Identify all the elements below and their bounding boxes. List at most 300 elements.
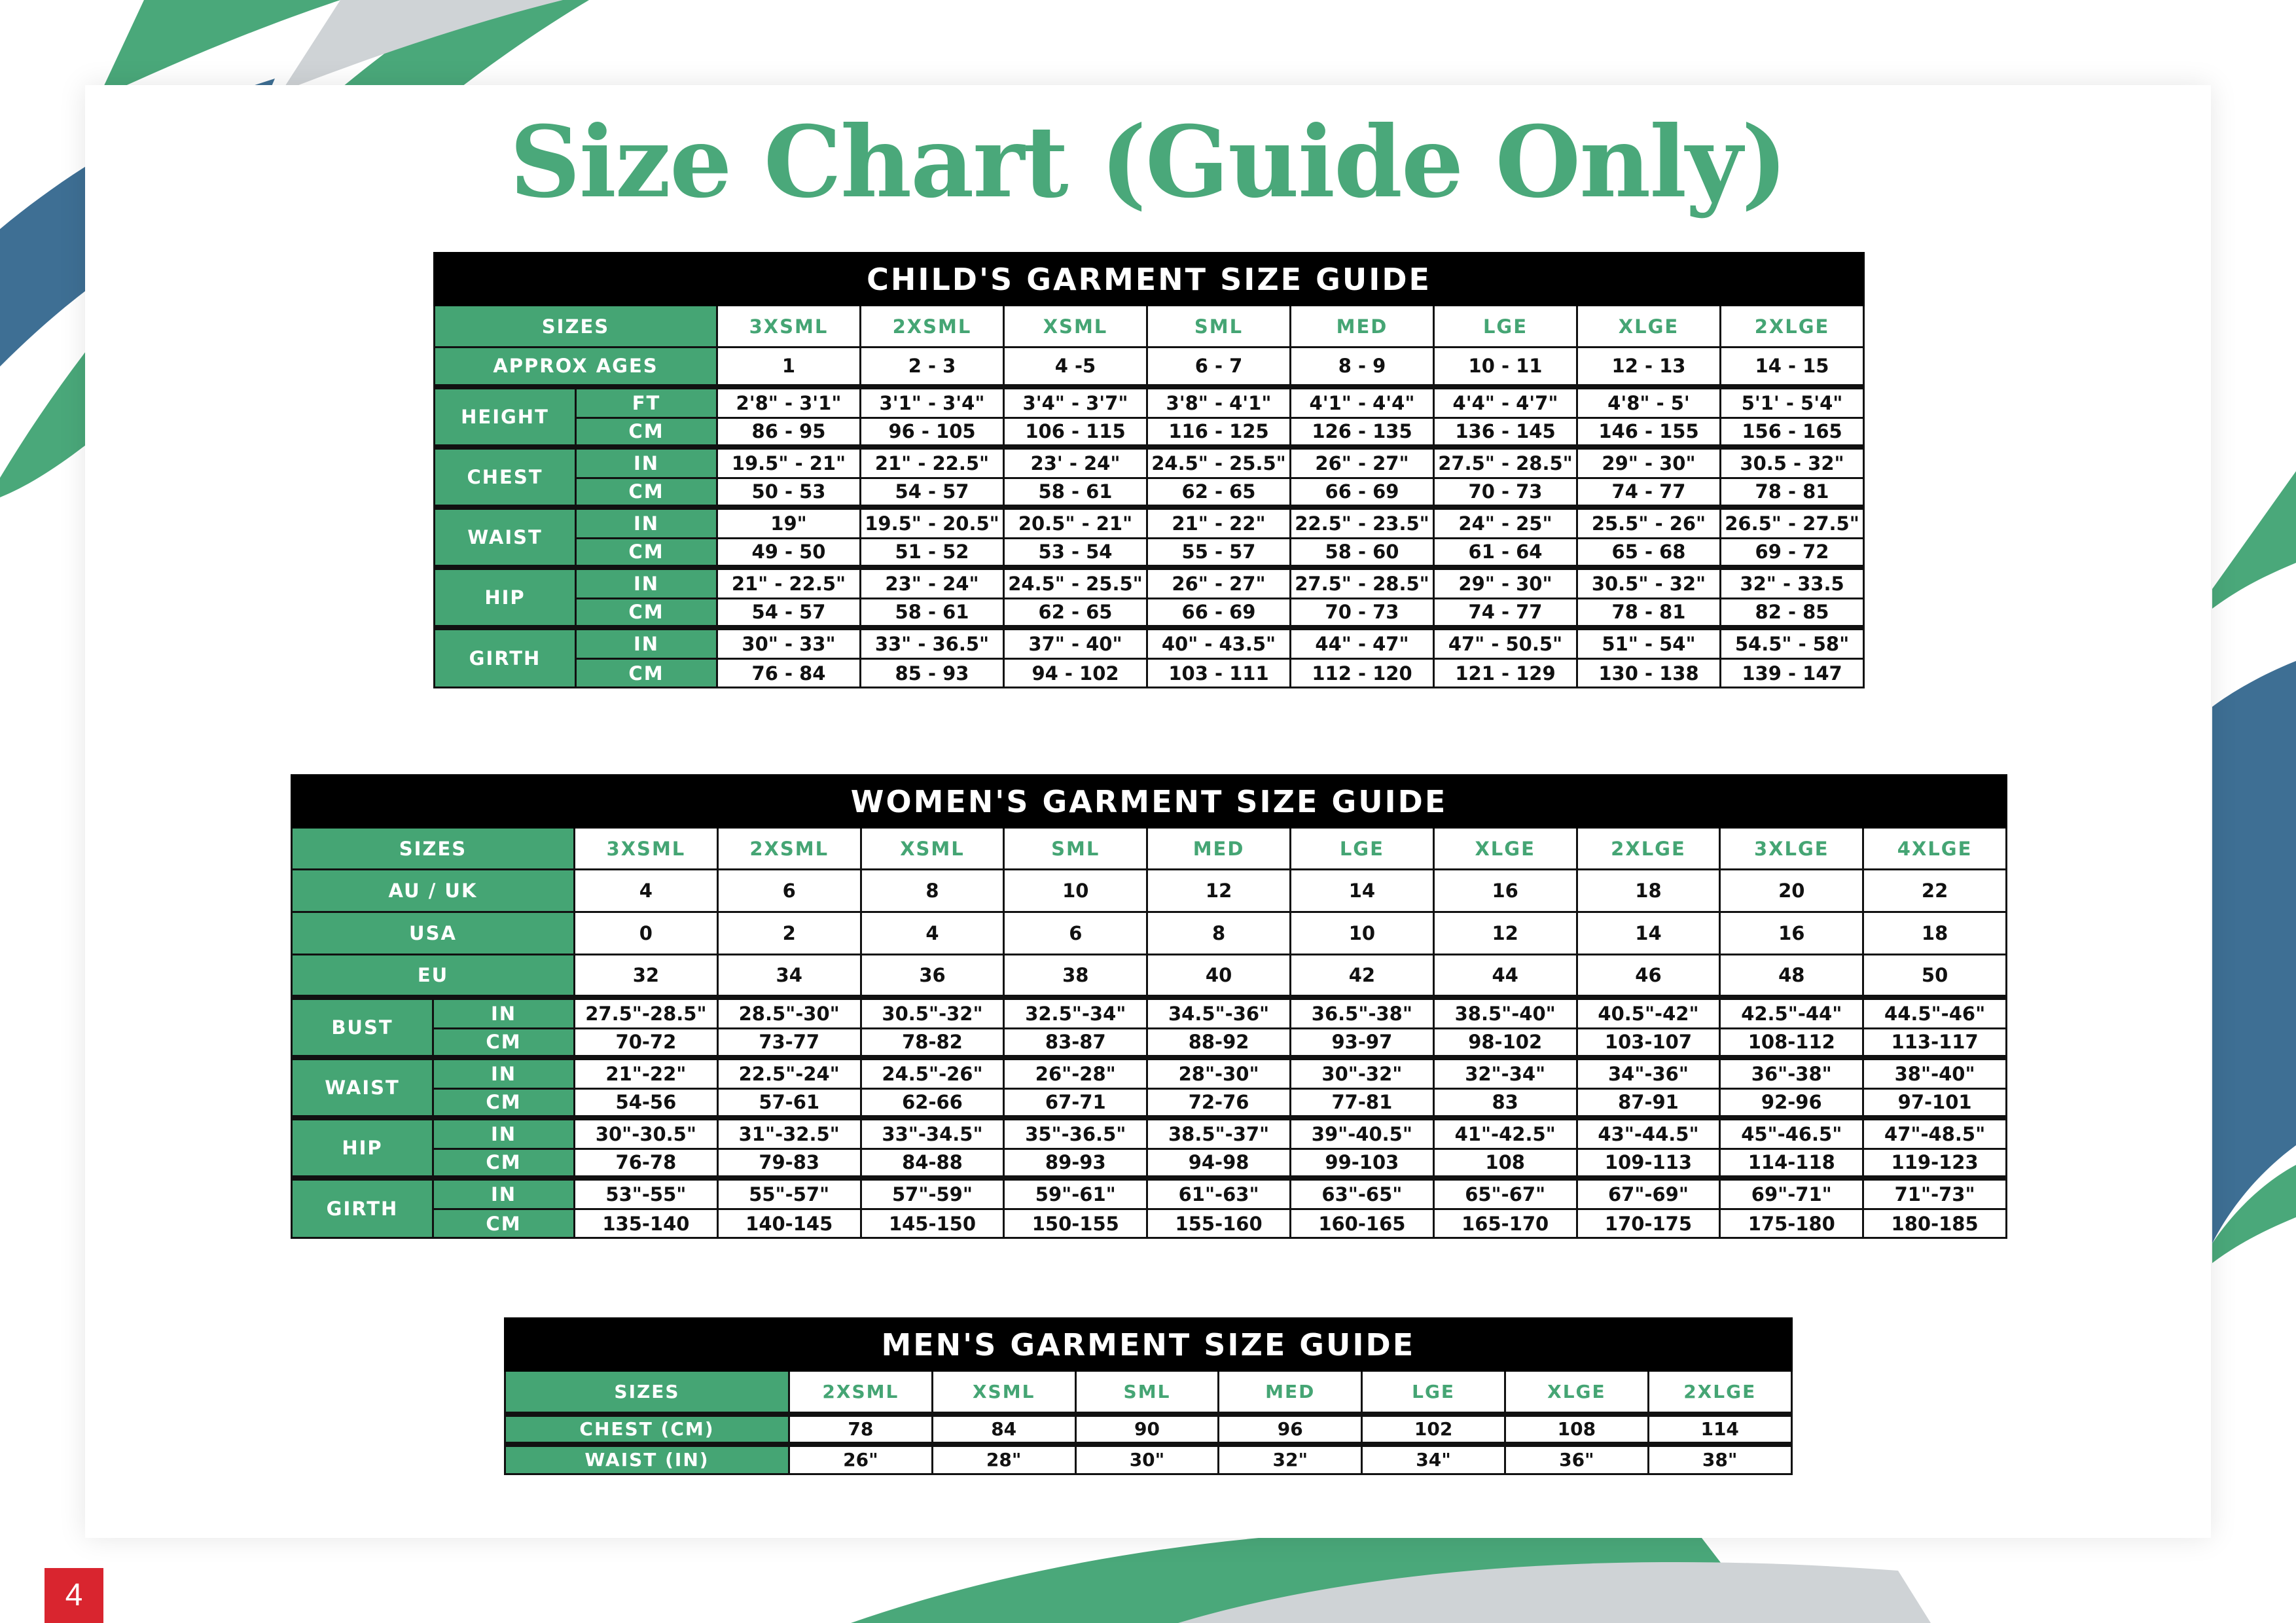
value-cell: 66 - 69 — [1147, 599, 1291, 628]
size-header: MED — [1291, 306, 1434, 348]
measure-label: GIRTH — [292, 1178, 433, 1238]
value-cell: 34" — [1362, 1444, 1505, 1474]
value-cell: 18 — [1577, 870, 1720, 912]
value-cell: 38 — [1004, 955, 1147, 997]
row-label: AU / UK — [292, 870, 575, 912]
unit-label: IN — [576, 507, 717, 539]
value-cell: 10 — [1290, 912, 1433, 955]
value-cell: 97-101 — [1863, 1089, 2007, 1118]
unit-label: IN — [433, 1118, 575, 1149]
value-cell: 36"-38" — [1720, 1058, 1863, 1089]
value-cell: 54.5" - 58" — [1721, 628, 1864, 659]
child-size-table — [433, 252, 1865, 688]
value-cell: 38" — [1648, 1444, 1791, 1474]
value-cell: 30" — [1075, 1444, 1219, 1474]
value-cell: 12 — [1433, 912, 1577, 955]
value-cell: 57-61 — [717, 1089, 861, 1118]
value-cell: 44.5"-46" — [1863, 997, 2007, 1029]
value-cell: 21" - 22" — [1147, 507, 1291, 539]
value-cell: 14 — [1290, 870, 1433, 912]
value-cell: 55"-57" — [717, 1178, 861, 1209]
size-header: 2XSML — [861, 306, 1004, 348]
value-cell: 62-66 — [861, 1089, 1004, 1118]
value-cell: 38.5"-37" — [1147, 1118, 1291, 1149]
value-cell: 4'1" - 4'4" — [1291, 387, 1434, 418]
value-cell: 46 — [1577, 955, 1720, 997]
value-cell: 27.5" - 28.5" — [1291, 567, 1434, 599]
value-cell: 34.5"-36" — [1147, 997, 1291, 1029]
value-cell: 47"-48.5" — [1863, 1118, 2007, 1149]
value-cell: 26" — [789, 1444, 933, 1474]
child-table-caption: CHILD'S GARMENT SIZE GUIDE — [435, 253, 1864, 306]
size-header: MED — [1147, 828, 1291, 870]
age-cell: 12 - 13 — [1577, 348, 1721, 387]
row-label: CHEST (CM) — [505, 1414, 789, 1444]
value-cell: 114-118 — [1720, 1149, 1863, 1178]
value-cell: 51 - 52 — [861, 539, 1004, 567]
value-cell: 92-96 — [1720, 1089, 1863, 1118]
value-cell: 10 — [1004, 870, 1147, 912]
value-cell: 32" — [1219, 1444, 1362, 1474]
value-cell: 40 — [1147, 955, 1291, 997]
value-cell: 70 - 73 — [1291, 599, 1434, 628]
value-cell: 23" - 24" — [861, 567, 1004, 599]
right-blue-swoosh — [2212, 661, 2296, 1243]
value-cell: 119-123 — [1863, 1149, 2007, 1178]
value-cell: 20.5" - 21" — [1004, 507, 1147, 539]
size-header: XSML — [932, 1371, 1075, 1414]
measure-label: WAIST — [292, 1058, 433, 1118]
value-cell: 28" — [932, 1444, 1075, 1474]
right-green-swoosh-upper — [2212, 471, 2296, 609]
unit-label: IN — [576, 628, 717, 659]
size-header: 2XLGE — [1721, 306, 1864, 348]
value-cell: 31"-32.5" — [717, 1118, 861, 1149]
value-cell: 16 — [1720, 912, 1863, 955]
value-cell: 103 - 111 — [1147, 659, 1291, 688]
value-cell: 22.5"-24" — [717, 1058, 861, 1089]
value-cell: 94-98 — [1147, 1149, 1291, 1178]
value-cell: 39"-40.5" — [1290, 1118, 1433, 1149]
size-header: 2XLGE — [1648, 1371, 1791, 1414]
child-girth-cm-row — [435, 659, 1864, 688]
value-cell: 50 — [1863, 955, 2007, 997]
value-cell: 58 - 61 — [861, 599, 1004, 628]
unit-label: FT — [576, 387, 717, 418]
row-label: SIZES — [505, 1371, 789, 1414]
women-usa-row — [292, 912, 2007, 955]
value-cell: 89-93 — [1004, 1149, 1147, 1178]
size-header: 3XSML — [717, 306, 861, 348]
size-header: LGE — [1434, 306, 1577, 348]
value-cell: 21" - 22.5" — [861, 447, 1004, 478]
value-cell: 26" - 27" — [1291, 447, 1434, 478]
row-label: APPROX AGES — [435, 348, 717, 387]
value-cell: 33"-34.5" — [861, 1118, 1004, 1149]
value-cell: 40.5"-42" — [1577, 997, 1720, 1029]
unit-label: IN — [576, 567, 717, 599]
value-cell: 106 - 115 — [1004, 418, 1147, 447]
value-cell: 24.5"-26" — [861, 1058, 1004, 1089]
value-cell: 88-92 — [1147, 1029, 1291, 1058]
value-cell: 74 - 77 — [1577, 478, 1721, 507]
women-girth-cm-row — [292, 1209, 2007, 1238]
value-cell: 53"-55" — [575, 1178, 718, 1209]
value-cell: 57"-59" — [861, 1178, 1004, 1209]
value-cell: 114 — [1648, 1414, 1791, 1444]
value-cell: 82 - 85 — [1721, 599, 1864, 628]
value-cell: 22.5" - 23.5" — [1291, 507, 1434, 539]
value-cell: 61 - 64 — [1434, 539, 1577, 567]
value-cell: 43"-44.5" — [1577, 1118, 1720, 1149]
value-cell: 26" - 27" — [1147, 567, 1291, 599]
page-title: Size Chart (Guide Only) — [509, 105, 1787, 220]
value-cell: 139 - 147 — [1721, 659, 1864, 688]
row-label: EU — [292, 955, 575, 997]
value-cell: 67"-69" — [1577, 1178, 1720, 1209]
value-cell: 94 - 102 — [1004, 659, 1147, 688]
size-header: SML — [1147, 306, 1291, 348]
value-cell: 32" - 33.5 — [1721, 567, 1864, 599]
value-cell: 98-102 — [1433, 1029, 1577, 1058]
value-cell: 126 - 135 — [1291, 418, 1434, 447]
value-cell: 175-180 — [1720, 1209, 1863, 1238]
value-cell: 25.5" - 26" — [1577, 507, 1721, 539]
value-cell: 34"-36" — [1577, 1058, 1720, 1089]
value-cell: 24" - 25" — [1434, 507, 1577, 539]
value-cell: 38"-40" — [1863, 1058, 2007, 1089]
value-cell: 2'8" - 3'1" — [717, 387, 861, 418]
value-cell: 19" — [717, 507, 861, 539]
size-header: 3XSML — [575, 828, 718, 870]
value-cell: 150-155 — [1004, 1209, 1147, 1238]
top-left-green-band — [98, 0, 340, 98]
value-cell: 6 — [1004, 912, 1147, 955]
value-cell: 20 — [1720, 870, 1863, 912]
unit-label: CM — [576, 659, 717, 688]
value-cell: 34 — [717, 955, 861, 997]
size-header: 3XLGE — [1720, 828, 1863, 870]
value-cell: 145-150 — [861, 1209, 1004, 1238]
value-cell: 29" - 30" — [1577, 447, 1721, 478]
value-cell: 99-103 — [1290, 1149, 1433, 1178]
value-cell: 33" - 36.5" — [861, 628, 1004, 659]
unit-label: CM — [576, 418, 717, 447]
value-cell: 65 - 68 — [1577, 539, 1721, 567]
value-cell: 160-165 — [1290, 1209, 1433, 1238]
women-hip-in-row — [292, 1118, 2007, 1149]
child-height-cm-row — [435, 418, 1864, 447]
value-cell: 83 — [1433, 1089, 1577, 1118]
size-header: MED — [1219, 1371, 1362, 1414]
men-table-caption: MEN'S GARMENT SIZE GUIDE — [505, 1319, 1792, 1371]
row-label: SIZES — [435, 306, 717, 348]
value-cell: 112 - 120 — [1291, 659, 1434, 688]
value-cell: 76-78 — [575, 1149, 718, 1178]
value-cell: 102 — [1362, 1414, 1505, 1444]
row-label: USA — [292, 912, 575, 955]
value-cell: 28"-30" — [1147, 1058, 1291, 1089]
value-cell: 37" - 40" — [1004, 628, 1147, 659]
value-cell: 38.5"-40" — [1433, 997, 1577, 1029]
value-cell: 84 — [932, 1414, 1075, 1444]
value-cell: 58 - 60 — [1291, 539, 1434, 567]
value-cell: 36 — [861, 955, 1004, 997]
value-cell: 36" — [1505, 1444, 1648, 1474]
value-cell: 47" - 50.5" — [1434, 628, 1577, 659]
value-cell: 54 - 57 — [861, 478, 1004, 507]
row-label: WAIST (IN) — [505, 1444, 789, 1474]
unit-label: IN — [433, 1178, 575, 1209]
age-cell: 6 - 7 — [1147, 348, 1291, 387]
value-cell: 90 — [1075, 1414, 1219, 1444]
value-cell: 79-83 — [717, 1149, 861, 1178]
child-waist-in-row — [435, 507, 1864, 539]
value-cell: 30"-30.5" — [575, 1118, 718, 1149]
value-cell: 3'4" - 3'7" — [1004, 387, 1147, 418]
size-header: 4XLGE — [1863, 828, 2007, 870]
size-header: XLGE — [1433, 828, 1577, 870]
value-cell: 26"-28" — [1004, 1058, 1147, 1089]
value-cell: 62 - 65 — [1147, 478, 1291, 507]
women-waist-cm-row — [292, 1089, 2007, 1118]
value-cell: 48 — [1720, 955, 1863, 997]
value-cell: 156 - 165 — [1721, 418, 1864, 447]
size-header: SML — [1075, 1371, 1219, 1414]
value-cell: 155-160 — [1147, 1209, 1291, 1238]
women-hip-cm-row — [292, 1149, 2007, 1178]
value-cell: 3'1" - 3'4" — [861, 387, 1004, 418]
age-cell: 8 - 9 — [1291, 348, 1434, 387]
value-cell: 27.5"-28.5" — [575, 997, 718, 1029]
men-size-table — [504, 1317, 1793, 1475]
women-sizes-row — [292, 828, 2007, 870]
measure-label: BUST — [292, 997, 433, 1058]
value-cell: 116 - 125 — [1147, 418, 1291, 447]
value-cell: 8 — [1147, 912, 1291, 955]
value-cell: 24.5" - 25.5" — [1004, 567, 1147, 599]
unit-label: CM — [433, 1149, 575, 1178]
row-label: SIZES — [292, 828, 575, 870]
value-cell: 28.5"-30" — [717, 997, 861, 1029]
women-bust-in-row — [292, 997, 2007, 1029]
value-cell: 14 — [1577, 912, 1720, 955]
value-cell: 5'1' - 5'4" — [1721, 387, 1864, 418]
child-hip-cm-row — [435, 599, 1864, 628]
age-cell: 1 — [717, 348, 861, 387]
value-cell: 108 — [1505, 1414, 1648, 1444]
value-cell: 63"-65" — [1290, 1178, 1433, 1209]
measure-label: CHEST — [435, 447, 576, 507]
value-cell: 87-91 — [1577, 1089, 1720, 1118]
value-cell: 108-112 — [1720, 1029, 1863, 1058]
age-cell: 10 - 11 — [1434, 348, 1577, 387]
value-cell: 70 - 73 — [1434, 478, 1577, 507]
unit-label: IN — [433, 1058, 575, 1089]
size-header: SML — [1004, 828, 1147, 870]
value-cell: 113-117 — [1863, 1029, 2007, 1058]
value-cell: 35"-36.5" — [1004, 1118, 1147, 1149]
child-height-ft-row — [435, 387, 1864, 418]
value-cell: 93-97 — [1290, 1029, 1433, 1058]
child-chest-in-row — [435, 447, 1864, 478]
unit-label: CM — [433, 1209, 575, 1238]
age-cell: 4 -5 — [1004, 348, 1147, 387]
age-cell: 14 - 15 — [1721, 348, 1864, 387]
value-cell: 27.5" - 28.5" — [1434, 447, 1577, 478]
value-cell: 108 — [1433, 1149, 1577, 1178]
value-cell: 71"-73" — [1863, 1178, 2007, 1209]
value-cell: 22 — [1863, 870, 2007, 912]
value-cell: 8 — [861, 870, 1004, 912]
value-cell: 32 — [575, 955, 718, 997]
value-cell: 19.5" - 20.5" — [861, 507, 1004, 539]
unit-label: CM — [576, 539, 717, 567]
value-cell: 84-88 — [861, 1149, 1004, 1178]
women-bust-cm-row — [292, 1029, 2007, 1058]
value-cell: 59"-61" — [1004, 1178, 1147, 1209]
value-cell: 51" - 54" — [1577, 628, 1721, 659]
measure-label: HIP — [435, 567, 576, 628]
unit-label: CM — [576, 478, 717, 507]
value-cell: 26.5" - 27.5" — [1721, 507, 1864, 539]
value-cell: 65"-67" — [1433, 1178, 1577, 1209]
size-header: XSML — [861, 828, 1004, 870]
value-cell: 0 — [575, 912, 718, 955]
value-cell: 3'8" - 4'1" — [1147, 387, 1291, 418]
value-cell: 170-175 — [1577, 1209, 1720, 1238]
value-cell: 109-113 — [1577, 1149, 1720, 1178]
size-header: 2XLGE — [1577, 828, 1720, 870]
men-sizes-row — [505, 1371, 1792, 1414]
measure-label: WAIST — [435, 507, 576, 567]
measure-label: HIP — [292, 1118, 433, 1178]
value-cell: 70-72 — [575, 1029, 718, 1058]
women-table-caption: WOMEN'S GARMENT SIZE GUIDE — [292, 776, 2007, 828]
value-cell: 146 - 155 — [1577, 418, 1721, 447]
value-cell: 41"-42.5" — [1433, 1118, 1577, 1149]
value-cell: 32"-34" — [1433, 1058, 1577, 1089]
value-cell: 85 - 93 — [861, 659, 1004, 688]
value-cell: 78 — [789, 1414, 933, 1444]
value-cell: 69 - 72 — [1721, 539, 1864, 567]
value-cell: 67-71 — [1004, 1089, 1147, 1118]
age-cell: 2 - 3 — [861, 348, 1004, 387]
value-cell: 76 - 84 — [717, 659, 861, 688]
value-cell: 45"-46.5" — [1720, 1118, 1863, 1149]
value-cell: 78 - 81 — [1577, 599, 1721, 628]
size-header: 2XSML — [789, 1371, 933, 1414]
women-au-uk-row — [292, 870, 2007, 912]
value-cell: 55 - 57 — [1147, 539, 1291, 567]
unit-label: CM — [433, 1029, 575, 1058]
men-waist-row — [505, 1444, 1792, 1474]
child-hip-in-row — [435, 567, 1864, 599]
child-ages-row — [435, 348, 1864, 387]
value-cell: 21" - 22.5" — [717, 567, 861, 599]
men-chest-row — [505, 1414, 1792, 1444]
value-cell: 40" - 43.5" — [1147, 628, 1291, 659]
value-cell: 165-170 — [1433, 1209, 1577, 1238]
value-cell: 136 - 145 — [1434, 418, 1577, 447]
value-cell: 44" - 47" — [1291, 628, 1434, 659]
value-cell: 78 - 81 — [1721, 478, 1864, 507]
value-cell: 96 — [1219, 1414, 1362, 1444]
unit-label: CM — [433, 1089, 575, 1118]
value-cell: 78-82 — [861, 1029, 1004, 1058]
value-cell: 4'4" - 4'7" — [1434, 387, 1577, 418]
value-cell: 42 — [1290, 955, 1433, 997]
value-cell: 135-140 — [575, 1209, 718, 1238]
child-waist-cm-row — [435, 539, 1864, 567]
women-size-table — [291, 774, 2007, 1239]
value-cell: 121 - 129 — [1434, 659, 1577, 688]
value-cell: 83-87 — [1004, 1029, 1147, 1058]
value-cell: 4 — [575, 870, 718, 912]
value-cell: 30.5" - 32" — [1577, 567, 1721, 599]
value-cell: 29" - 30" — [1434, 567, 1577, 599]
value-cell: 73-77 — [717, 1029, 861, 1058]
value-cell: 72-76 — [1147, 1089, 1291, 1118]
value-cell: 96 - 105 — [861, 418, 1004, 447]
value-cell: 54 - 57 — [717, 599, 861, 628]
value-cell: 50 - 53 — [717, 478, 861, 507]
women-waist-in-row — [292, 1058, 2007, 1089]
value-cell: 44 — [1433, 955, 1577, 997]
value-cell: 86 - 95 — [717, 418, 861, 447]
size-header: LGE — [1290, 828, 1433, 870]
value-cell: 58 - 61 — [1004, 478, 1147, 507]
value-cell: 30"-32" — [1290, 1058, 1433, 1089]
women-eu-row — [292, 955, 2007, 997]
measure-label: GIRTH — [435, 628, 576, 688]
value-cell: 4 — [861, 912, 1004, 955]
size-header: XSML — [1004, 306, 1147, 348]
value-cell: 61"-63" — [1147, 1178, 1291, 1209]
value-cell: 77-81 — [1290, 1089, 1433, 1118]
measure-label: HEIGHT — [435, 387, 576, 447]
size-header: 2XSML — [717, 828, 861, 870]
value-cell: 130 - 138 — [1577, 659, 1721, 688]
value-cell: 19.5" - 21" — [717, 447, 861, 478]
value-cell: 30.5 - 32" — [1721, 447, 1864, 478]
value-cell: 49 - 50 — [717, 539, 861, 567]
unit-label: IN — [433, 997, 575, 1029]
value-cell: 2 — [717, 912, 861, 955]
value-cell: 16 — [1433, 870, 1577, 912]
value-cell: 66 - 69 — [1291, 478, 1434, 507]
size-header: XLGE — [1577, 306, 1721, 348]
women-girth-in-row — [292, 1178, 2007, 1209]
value-cell: 21"-22" — [575, 1058, 718, 1089]
value-cell: 36.5"-38" — [1290, 997, 1433, 1029]
value-cell: 53 - 54 — [1004, 539, 1147, 567]
value-cell: 140-145 — [717, 1209, 861, 1238]
value-cell: 23' - 24" — [1004, 447, 1147, 478]
value-cell: 62 - 65 — [1004, 599, 1147, 628]
value-cell: 24.5" - 25.5" — [1147, 447, 1291, 478]
value-cell: 30" - 33" — [717, 628, 861, 659]
size-header: XLGE — [1505, 1371, 1648, 1414]
value-cell: 69"-71" — [1720, 1178, 1863, 1209]
value-cell: 32.5"-34" — [1004, 997, 1147, 1029]
value-cell: 6 — [717, 870, 861, 912]
unit-label: CM — [576, 599, 717, 628]
value-cell: 54-56 — [575, 1089, 718, 1118]
value-cell: 18 — [1863, 912, 2007, 955]
value-cell: 4'8" - 5' — [1577, 387, 1721, 418]
size-header: LGE — [1362, 1371, 1505, 1414]
